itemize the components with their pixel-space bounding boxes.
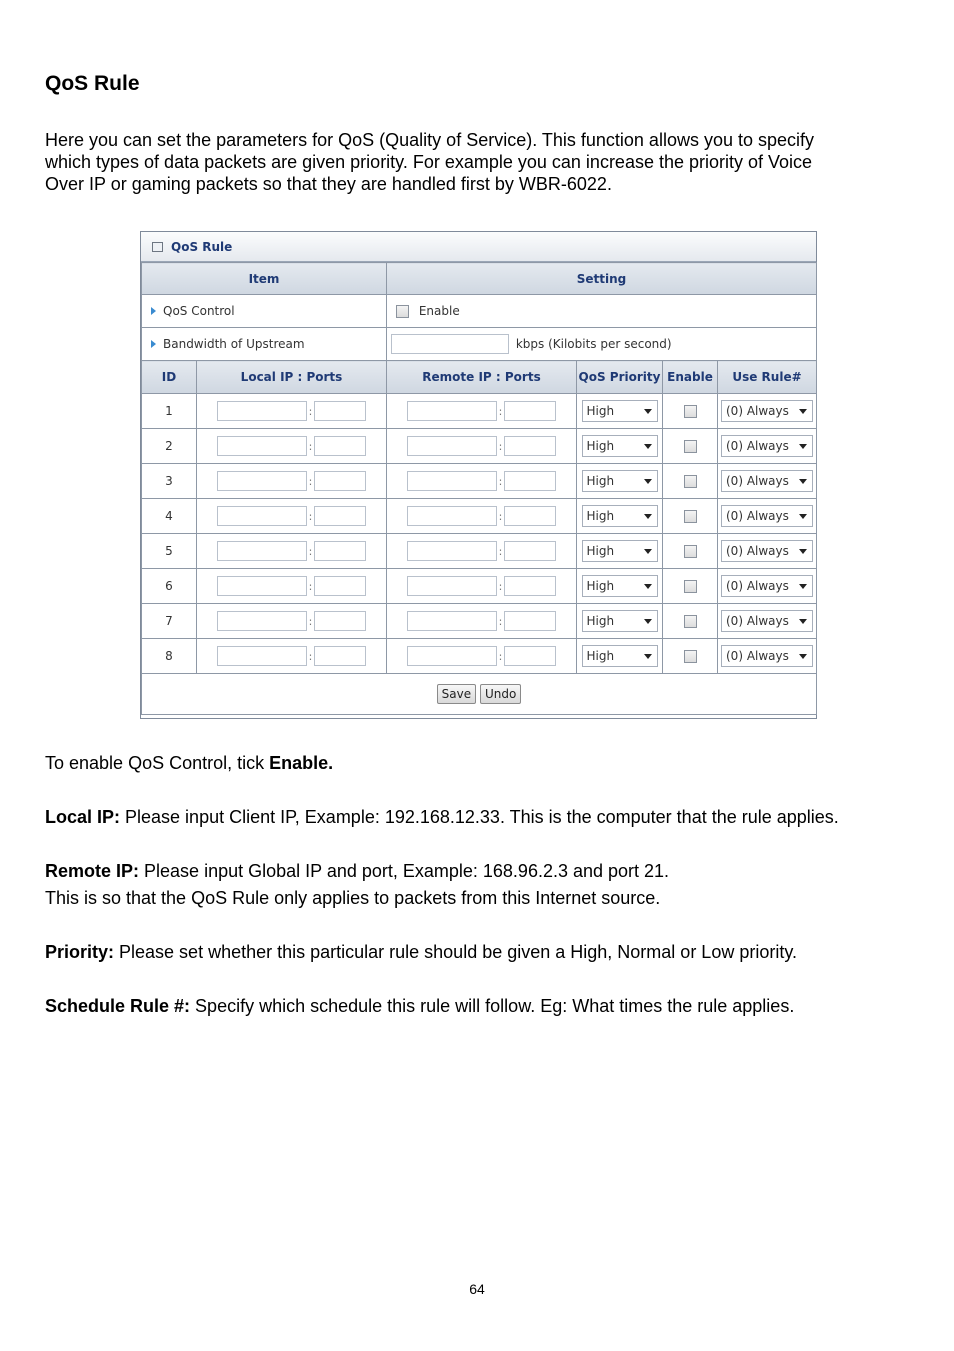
priority-cell xyxy=(577,464,663,499)
rule-enable-checkbox[interactable] xyxy=(684,475,697,488)
chevron-down-icon xyxy=(799,654,807,659)
ip-port-separator: : xyxy=(498,474,503,488)
enable-cell xyxy=(663,569,718,604)
use-rule-value: (0) Always xyxy=(726,544,789,558)
remote-port-input[interactable] xyxy=(504,436,556,456)
enable-cell xyxy=(663,639,718,674)
ip-port-separator: : xyxy=(498,509,503,523)
settings-table xyxy=(141,262,817,715)
bandwidth-label: Bandwidth of Upstream xyxy=(163,337,305,351)
local-ip-cell xyxy=(197,499,387,534)
chevron-down-icon xyxy=(799,409,807,414)
chevron-down-icon xyxy=(644,549,652,554)
remote-ip-input[interactable] xyxy=(407,611,497,631)
enable-cell xyxy=(663,534,718,569)
page-heading: QoS Rule xyxy=(45,72,140,95)
local-ip-bold: Local IP: xyxy=(45,807,121,827)
rule-enable-checkbox[interactable] xyxy=(684,405,697,418)
remote-port-input[interactable] xyxy=(504,506,556,526)
local-ip-text: Please input Client IP, Example: 192.168.12.33. This is the computer that the rule applies. xyxy=(120,807,839,827)
rule-id: 7 xyxy=(142,604,197,639)
qos-enable-label: Enable xyxy=(418,304,460,318)
button-row xyxy=(142,674,817,715)
remote-ip-text: Please input Global IP and port, Example: 168.96.2.3 and port 21. xyxy=(139,861,670,881)
enable-paragraph xyxy=(45,750,333,777)
remote-ip-cell xyxy=(387,534,577,569)
remote-ip-cell xyxy=(387,394,577,429)
ip-port-separator: : xyxy=(498,614,503,628)
settings-header-row xyxy=(142,263,817,295)
chevron-down-icon xyxy=(644,654,652,659)
remote-ip-input[interactable] xyxy=(407,506,497,526)
local-port-input[interactable] xyxy=(314,611,366,631)
local-ip-paragraph xyxy=(45,804,839,831)
use-rule-value: (0) Always xyxy=(726,509,789,523)
priority-header: QoS Priority xyxy=(577,361,663,394)
rule-enable-checkbox[interactable] xyxy=(684,615,697,628)
priority-select[interactable] xyxy=(582,400,658,422)
col-setting-header: Setting xyxy=(387,263,817,295)
priority-text: Please set whether this particular rule should be given a High, Normal or Low priority. xyxy=(114,942,798,962)
use-rule-value: (0) Always xyxy=(726,474,789,488)
enable-cell xyxy=(663,394,718,429)
use-rule-select[interactable] xyxy=(721,400,813,422)
use-rule-cell xyxy=(718,569,817,604)
chevron-down-icon xyxy=(644,479,652,484)
local-ip-cell xyxy=(197,394,387,429)
enable-cell xyxy=(663,429,718,464)
enable-cell xyxy=(663,464,718,499)
ip-port-separator: : xyxy=(308,474,313,488)
remote-ip-input[interactable] xyxy=(407,436,497,456)
remote-port-input[interactable] xyxy=(504,541,556,561)
local-port-input[interactable] xyxy=(314,401,366,421)
local-ip-input[interactable] xyxy=(217,576,307,596)
undo-button[interactable]: Undo xyxy=(480,684,521,704)
rule-row xyxy=(142,394,817,429)
use-rule-cell xyxy=(718,499,817,534)
ip-port-separator: : xyxy=(308,439,313,453)
ip-port-separator: : xyxy=(498,649,503,663)
local-ip-input[interactable] xyxy=(217,646,307,666)
rule-rows xyxy=(142,394,817,674)
chevron-down-icon xyxy=(799,619,807,624)
use-rule-value: (0) Always xyxy=(726,404,789,418)
remote-ip-cell xyxy=(387,569,577,604)
rule-enable-checkbox[interactable] xyxy=(684,510,697,523)
use-rule-cell xyxy=(718,534,817,569)
qos-control-label: QoS Control xyxy=(163,304,235,318)
qos-control-setting xyxy=(387,295,817,328)
use-rule-value: (0) Always xyxy=(726,649,789,663)
intro-line: which types of data packets are given priority. For example you can increase the priority of Voice xyxy=(45,152,813,172)
rule-row xyxy=(142,569,817,604)
intro-line: Over IP or gaming packets so that they are handled first by WBR-6022. xyxy=(45,174,612,194)
bandwidth-input[interactable] xyxy=(391,334,509,354)
chevron-down-icon xyxy=(644,444,652,449)
remote-port-input[interactable] xyxy=(504,646,556,666)
priority-value: High xyxy=(586,579,615,593)
remote-ip-paragraph xyxy=(45,858,669,912)
remote-ip-bold: Remote IP: xyxy=(45,861,140,881)
intro-paragraph xyxy=(45,129,915,195)
bandwidth-cell xyxy=(142,328,387,361)
bandwidth-row xyxy=(142,328,817,361)
remote-ip-input[interactable] xyxy=(407,576,497,596)
local-ip-cell xyxy=(197,534,387,569)
local-ip-cell xyxy=(197,429,387,464)
chevron-down-icon xyxy=(799,479,807,484)
remote-port-input[interactable] xyxy=(504,576,556,596)
rule-id: 3 xyxy=(142,464,197,499)
remote-ip-text-2: This is so that the QoS Rule only applies to packets from this Internet source. xyxy=(45,888,661,908)
qos-enable-checkbox[interactable] xyxy=(396,305,409,318)
ip-port-separator: : xyxy=(308,614,313,628)
priority-paragraph xyxy=(45,939,797,966)
local-ip-header: Local IP : Ports xyxy=(197,361,387,394)
enable-cell xyxy=(663,604,718,639)
enable-header: Enable xyxy=(663,361,718,394)
qos-rule-panel xyxy=(140,231,817,719)
use-rule-cell xyxy=(718,639,817,674)
use-rule-cell xyxy=(718,464,817,499)
chevron-down-icon xyxy=(644,619,652,624)
button-cell xyxy=(142,674,817,715)
arrow-right-icon xyxy=(151,340,156,348)
local-port-input[interactable] xyxy=(314,436,366,456)
remote-ip-cell xyxy=(387,429,577,464)
bandwidth-setting xyxy=(387,328,817,361)
local-ip-cell xyxy=(197,464,387,499)
priority-cell xyxy=(577,429,663,464)
rule-id: 8 xyxy=(142,639,197,674)
chevron-down-icon xyxy=(644,514,652,519)
rule-row xyxy=(142,534,817,569)
local-port-input[interactable] xyxy=(314,541,366,561)
priority-select[interactable] xyxy=(582,435,658,457)
use-rule-cell xyxy=(718,429,817,464)
use-rule-select[interactable] xyxy=(721,505,813,527)
ip-port-separator: : xyxy=(498,439,503,453)
local-ip-input[interactable] xyxy=(217,611,307,631)
id-header: ID xyxy=(142,361,197,394)
remote-ip-cell xyxy=(387,639,577,674)
local-port-input[interactable] xyxy=(314,471,366,491)
rule-enable-checkbox[interactable] xyxy=(684,650,697,663)
panel-title: QoS Rule xyxy=(171,239,233,254)
use-rule-select[interactable] xyxy=(721,435,813,457)
ip-port-separator: : xyxy=(308,544,313,558)
chevron-down-icon xyxy=(799,514,807,519)
priority-select[interactable] xyxy=(582,575,658,597)
use-rule-value: (0) Always xyxy=(726,614,789,628)
rule-row xyxy=(142,639,817,674)
local-ip-input[interactable] xyxy=(217,401,307,421)
rule-id: 2 xyxy=(142,429,197,464)
rule-row xyxy=(142,499,817,534)
priority-select[interactable] xyxy=(582,470,658,492)
chevron-down-icon xyxy=(644,409,652,414)
local-ip-input[interactable] xyxy=(217,506,307,526)
use-rule-select[interactable] xyxy=(721,645,813,667)
priority-select[interactable] xyxy=(582,505,658,527)
arrow-right-icon xyxy=(151,307,156,315)
remote-ip-input[interactable] xyxy=(407,401,497,421)
local-port-input[interactable] xyxy=(314,576,366,596)
priority-cell xyxy=(577,394,663,429)
local-ip-cell xyxy=(197,569,387,604)
priority-cell xyxy=(577,569,663,604)
ip-port-separator: : xyxy=(308,649,313,663)
remote-port-input[interactable] xyxy=(504,471,556,491)
qos-control-cell xyxy=(142,295,387,328)
priority-select[interactable] xyxy=(582,540,658,562)
use-rule-select[interactable] xyxy=(721,540,813,562)
priority-value: High xyxy=(586,509,615,523)
ip-port-separator: : xyxy=(308,404,313,418)
rule-row xyxy=(142,464,817,499)
ip-port-separator: : xyxy=(498,579,503,593)
remote-ip-input[interactable] xyxy=(407,646,497,666)
panel-title-bar xyxy=(141,232,816,262)
local-ip-cell xyxy=(197,639,387,674)
rule-enable-checkbox[interactable] xyxy=(684,545,697,558)
ip-port-separator: : xyxy=(498,544,503,558)
remote-ip-cell xyxy=(387,604,577,639)
local-ip-input[interactable] xyxy=(217,471,307,491)
use-rule-select[interactable] xyxy=(721,610,813,632)
col-item-header: Item xyxy=(142,263,387,295)
priority-value: High xyxy=(586,649,615,663)
schedule-bold: Schedule Rule #: xyxy=(45,996,191,1016)
remote-port-input[interactable] xyxy=(504,611,556,631)
local-port-input[interactable] xyxy=(314,646,366,666)
bandwidth-unit: kbps (Kilobits per second) xyxy=(515,336,672,351)
rule-row xyxy=(142,604,817,639)
enable-text: To enable QoS Control, tick xyxy=(45,753,270,773)
priority-bold: Priority: xyxy=(45,942,115,962)
save-button[interactable]: Save xyxy=(437,684,476,704)
local-ip-input[interactable] xyxy=(217,541,307,561)
use-rule-value: (0) Always xyxy=(726,579,789,593)
priority-select[interactable] xyxy=(582,610,658,632)
use-rule-cell xyxy=(718,394,817,429)
rules-header-row xyxy=(142,361,817,394)
priority-cell xyxy=(577,604,663,639)
priority-value: High xyxy=(586,614,615,628)
local-ip-input[interactable] xyxy=(217,436,307,456)
page-number: 64 xyxy=(469,1281,485,1297)
chevron-down-icon xyxy=(644,584,652,589)
rule-enable-checkbox[interactable] xyxy=(684,440,697,453)
schedule-text: Specify which schedule this rule will follow. Eg: What times the rule applies. xyxy=(190,996,795,1016)
remote-ip-cell xyxy=(387,499,577,534)
chevron-down-icon xyxy=(799,444,807,449)
use-rule-select[interactable] xyxy=(721,470,813,492)
rule-id: 6 xyxy=(142,569,197,604)
remote-port-input[interactable] xyxy=(504,401,556,421)
use-rule-cell xyxy=(718,604,817,639)
enable-cell xyxy=(663,499,718,534)
rule-id: 5 xyxy=(142,534,197,569)
local-ip-cell xyxy=(197,604,387,639)
priority-select[interactable] xyxy=(582,645,658,667)
rule-id: 1 xyxy=(142,394,197,429)
priority-value: High xyxy=(586,544,615,558)
rule-enable-checkbox[interactable] xyxy=(684,580,697,593)
rule-row xyxy=(142,429,817,464)
rule-id: 4 xyxy=(142,499,197,534)
enable-bold: Enable. xyxy=(269,753,334,773)
use-rule-value: (0) Always xyxy=(726,439,789,453)
priority-value: High xyxy=(586,404,615,418)
priority-cell xyxy=(577,639,663,674)
ip-port-separator: : xyxy=(308,509,313,523)
use-rule-select[interactable] xyxy=(721,575,813,597)
chevron-down-icon xyxy=(799,549,807,554)
intro-line: Here you can set the parameters for QoS (Quality of Service). This function allows you to specify xyxy=(45,130,815,150)
priority-cell xyxy=(577,499,663,534)
remote-ip-cell xyxy=(387,464,577,499)
schedule-paragraph xyxy=(45,993,794,1020)
ip-port-separator: : xyxy=(498,404,503,418)
remote-ip-input[interactable] xyxy=(407,471,497,491)
priority-cell xyxy=(577,534,663,569)
chevron-down-icon xyxy=(799,584,807,589)
use-rule-header: Use Rule# xyxy=(718,361,817,394)
remote-ip-header: Remote IP : Ports xyxy=(387,361,577,394)
priority-value: High xyxy=(586,474,615,488)
window-icon xyxy=(152,242,163,252)
priority-value: High xyxy=(586,439,615,453)
remote-ip-input[interactable] xyxy=(407,541,497,561)
local-port-input[interactable] xyxy=(314,506,366,526)
qos-control-row xyxy=(142,295,817,328)
ip-port-separator: : xyxy=(308,579,313,593)
